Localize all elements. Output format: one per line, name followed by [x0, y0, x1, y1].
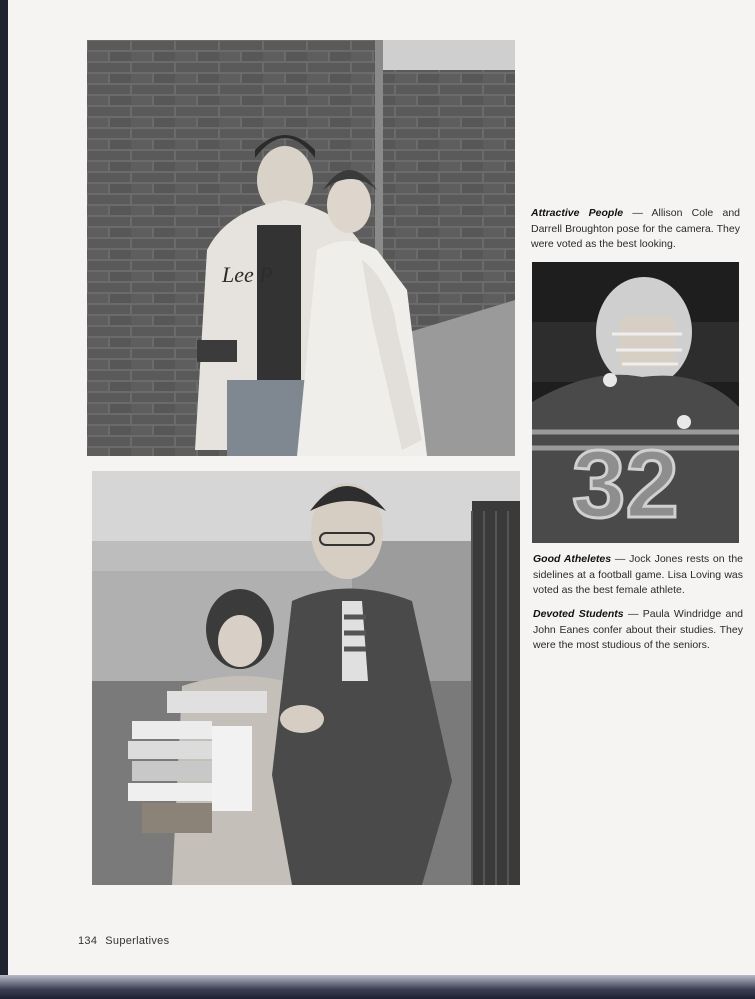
jacket-lettering: Lee P	[222, 262, 273, 287]
section-name: Superlatives	[105, 935, 170, 947]
photo-students-books-image	[92, 471, 520, 885]
jersey-number: 32	[572, 431, 679, 538]
photo-good-athletes	[532, 262, 739, 543]
caption-title: Good Atheletes	[533, 553, 612, 565]
yearbook-page	[8, 0, 755, 975]
caption-text: — Paula Windridge and John Eanes confer about their studies. They were the most studious of the seniors.	[533, 608, 743, 651]
caption-text: — Jock Jones rests on the sidelines at a football game. Lisa Loving was voted as the best female athlete.	[533, 553, 743, 596]
page-number: 134	[78, 935, 98, 947]
photo-football-player-image	[532, 262, 739, 543]
scanner-edge	[0, 975, 755, 999]
caption-attractive-people	[531, 206, 740, 253]
caption-title: Attractive People	[531, 207, 624, 219]
photo-devoted-students	[92, 471, 520, 885]
caption-good-athletes	[533, 552, 743, 599]
caption-devoted-students	[533, 607, 743, 654]
photo-attractive-people	[87, 40, 515, 456]
photo-couple-brick-wall-image	[87, 40, 515, 456]
caption-text: — Allison Cole and Darrell Broughton pose for the camera. They were voted as the best looking.	[531, 207, 741, 250]
page-folio	[78, 935, 177, 947]
caption-title: Devoted Students	[533, 608, 624, 620]
